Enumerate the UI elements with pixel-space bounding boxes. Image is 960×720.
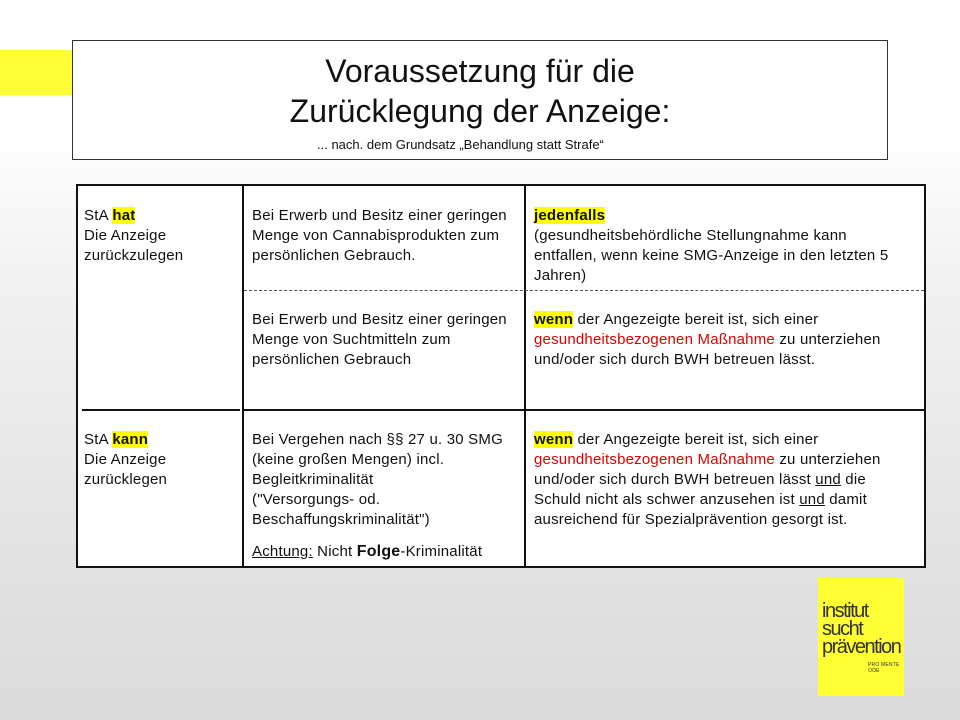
logo-line-2: sucht: [822, 618, 863, 640]
dashed-divider: [244, 290, 924, 291]
row1-col3b-line1-rest: der Angezeigte bereit ist, sich einer: [573, 311, 819, 328]
title-line-2: Zurücklegung der Anzeige:: [289, 93, 671, 129]
row2-col2-line2: (keine großen Mengen) incl.: [252, 451, 445, 468]
und-underlined-1: und: [815, 471, 841, 488]
row1-col1-line3: zurückzulegen: [84, 247, 184, 264]
row2-keyword: kann: [112, 431, 149, 448]
row1-col3a-line2: (gesundheitsbehördliche Stellungnahme kann: [534, 227, 847, 244]
row-divider-right: [244, 409, 924, 411]
accent-bar: [0, 50, 72, 95]
row1-col3a-line3: entfallen, wenn keine SMG-Anzeige in den letzten 5: [534, 247, 889, 264]
red-measure-1: gesundheitsbezogenen Maßnahme: [534, 331, 775, 348]
row2-col2-cell: [252, 430, 503, 562]
title-line-1: Voraussetzung für die: [325, 53, 635, 89]
achtung-label: Achtung:: [252, 543, 313, 560]
row1-col2b-line1: Bei Erwerb und Besitz einer geringen: [252, 311, 507, 328]
row1-col1-line2: Die Anzeige: [84, 227, 167, 244]
row-divider-left: [82, 409, 240, 411]
conditions-table: [76, 184, 926, 568]
und-underlined-2: und: [799, 491, 825, 508]
page-title: [73, 51, 887, 131]
row2-col2-line4: ("Versorgungs- od.: [252, 491, 381, 508]
row2-col1-cell: [84, 430, 167, 490]
row1-keyword: hat: [112, 207, 136, 224]
logo-small-text: PRO MENTE OÖE: [868, 662, 900, 674]
wenn-keyword-2: wenn: [534, 431, 574, 448]
row2-col2-line1: Bei Vergehen nach §§ 27 u. 30 SMG: [252, 431, 503, 448]
column-divider-2: [524, 186, 526, 566]
row2-col2-line5: Beschaffungskriminalität"): [252, 511, 430, 528]
subtitle: ... nach. dem Grundsatz „Behandlung statt Strafe“: [317, 137, 604, 152]
row1-col2a-line3: persönlichen Gebrauch.: [252, 247, 416, 264]
row2-col3-cell: [534, 430, 881, 530]
row1-col2a-cell: [252, 206, 507, 266]
row1-col3b-line2-rest: zu unterziehen: [774, 331, 881, 348]
row1-col3a-cell: [534, 206, 888, 286]
row2-col3-line4-post: damit: [824, 491, 867, 508]
row1-col3b-cell: [534, 310, 881, 370]
row1-col2b-line2: Menge von Suchtmitteln zum: [252, 331, 451, 348]
title-box: [72, 40, 888, 160]
logo-line-3: prävention: [822, 636, 901, 658]
row1-col3b-line3: und/oder sich durch BWH betreuen lässt.: [534, 351, 816, 368]
logo-text: [822, 602, 900, 656]
achtung-bold: Folge: [356, 543, 401, 560]
row2-col3-line4-pre: Schuld nicht als schwer anzusehen ist: [534, 491, 800, 508]
red-measure-2: gesundheitsbezogenen Maßnahme: [534, 451, 775, 468]
wenn-keyword-1: wenn: [534, 311, 574, 328]
row1-col2b-line3: persönlichen Gebrauch: [252, 351, 412, 368]
row2-prefix: StA: [84, 431, 113, 448]
institut-logo: [818, 578, 904, 696]
row1-col2b-cell: [252, 310, 507, 370]
row1-col1-cell: [84, 206, 183, 266]
row1-col2a-line1: Bei Erwerb und Besitz einer geringen: [252, 207, 507, 224]
row2-col3-line5: ausreichend für Spezialprävention gesorgt ist.: [534, 511, 848, 528]
row2-col3-line1-rest: der Angezeigte bereit ist, sich einer: [573, 431, 819, 448]
row2-col3-line2-rest: zu unterziehen: [774, 451, 881, 468]
achtung-note: [252, 542, 503, 562]
row2-col1-line2: Die Anzeige: [84, 451, 167, 468]
row2-col3-line3-pre: und/oder sich durch BWH betreuen lässt: [534, 471, 816, 488]
achtung-end: -Kriminalität: [400, 543, 483, 560]
achtung-mid: Nicht: [312, 543, 357, 560]
row2-col1-line3: zurücklegen: [84, 471, 168, 488]
jedenfalls-keyword: jedenfalls: [534, 207, 606, 224]
column-divider-1: [242, 186, 244, 566]
row1-prefix: StA: [84, 207, 113, 224]
logo-line-1: institut: [822, 600, 868, 622]
row2-col3-line3-post: die: [840, 471, 866, 488]
row1-col3a-line4: Jahren): [534, 267, 587, 284]
row2-col2-line3: Begleitkriminalität: [252, 471, 374, 488]
row1-col2a-line2: Menge von Cannabisprodukten zum: [252, 227, 500, 244]
